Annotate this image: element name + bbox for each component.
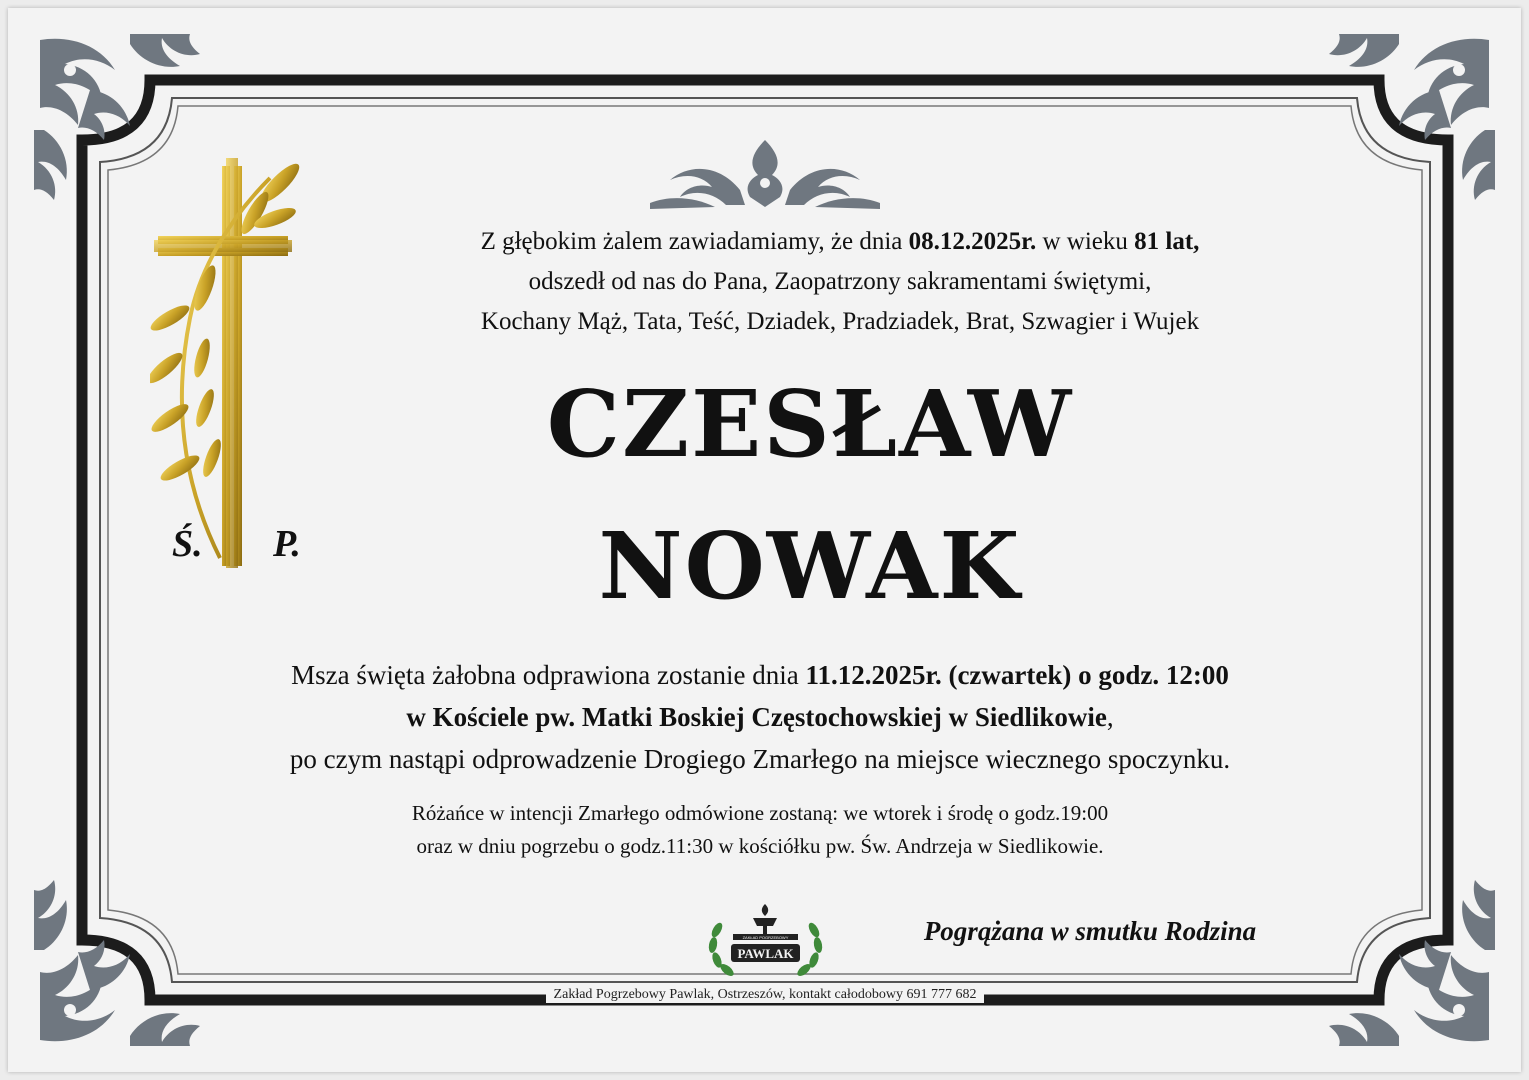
deceased-last-name: NOWAK bbox=[598, 512, 1022, 620]
intro-text: Z głębokim żalem zawiadamiamy, że dnia bbox=[480, 228, 909, 255]
mass-comma: , bbox=[1106, 702, 1114, 732]
ornament-top-right-icon bbox=[1319, 30, 1499, 210]
intro-line-1 bbox=[340, 222, 1340, 262]
age: 81 lat, bbox=[1134, 228, 1200, 255]
rosary-line-2: oraz w dniu pogrzebu o godz.11:30 w kościółku pw. Św. Andrzeja w Siedlikowie. bbox=[416, 834, 1104, 858]
rosary-line-1: Różańce w intencji Zmarłego odmówione zostaną: we wtorek i środę o godz.19:00 bbox=[411, 801, 1109, 825]
sp-letter-s: Ś. bbox=[172, 523, 203, 565]
church-name: w Kościele pw. Matki Boskiej Częstochowskiej w Siedlikowie bbox=[406, 702, 1107, 732]
ornament-bottom-left-icon bbox=[30, 870, 210, 1050]
logo-name: PAWLAK bbox=[737, 946, 794, 961]
mass-line-1 bbox=[180, 654, 1340, 696]
intro-paragraph bbox=[340, 222, 1340, 342]
mass-line-3: po czym nastąpi odprowadzenie Drogiego Zmarłego na miejsce wiecznego spoczynku. bbox=[289, 744, 1231, 774]
ornament-bottom-right-icon bbox=[1319, 870, 1499, 1050]
intro-line-3: Kochany Mąż, Tata, Teść, Dziadek, Pradziadek, Brat, Szwagier i Wujek bbox=[480, 308, 1200, 335]
rosary-paragraph bbox=[230, 797, 1290, 863]
intro-text-age-label: w wieku bbox=[1036, 228, 1135, 255]
pawlak-funeral-home-logo bbox=[703, 900, 828, 980]
golden-cross-with-olive-branch-icon bbox=[150, 158, 340, 568]
footer bbox=[500, 984, 1030, 1006]
sp-letter-p: P. bbox=[273, 523, 301, 565]
intro-line-2: odszedł od nas do Pana, Zaopatrzony sakramentami świętymi, bbox=[528, 268, 1152, 295]
top-center-ornament-icon bbox=[640, 135, 890, 215]
death-date: 08.12.2025r. bbox=[908, 228, 1037, 255]
mass-paragraph bbox=[180, 654, 1340, 780]
mass-text: Msza święta żałobna odprawiona zostanie dnia bbox=[291, 660, 806, 690]
deceased-first-name: CZESŁAW bbox=[546, 370, 1074, 478]
family-signature: Pogrążana w smutku Rodzina bbox=[923, 916, 1257, 946]
logo-small-text: ZAKŁAD POGRZEBOWY bbox=[742, 935, 789, 940]
mass-line-2 bbox=[180, 696, 1340, 738]
footer-text: Zakład Pogrzebowy Pawlak, Ostrzeszów, kontakt całodobowy 691 777 682 bbox=[546, 987, 985, 1003]
mass-date-time: 11.12.2025r. (czwartek) o godz. 12:00 bbox=[805, 660, 1229, 690]
